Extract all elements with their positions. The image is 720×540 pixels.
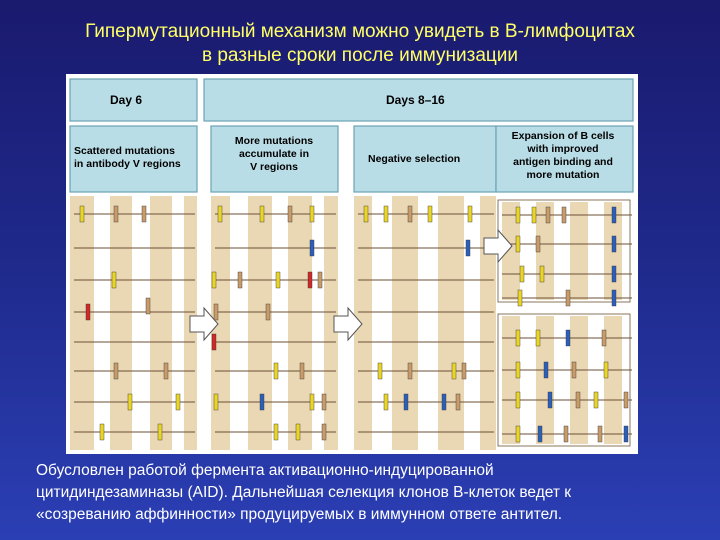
- title-line-2: в разные сроки после иммунизации: [201, 45, 519, 66]
- mutation-mark-74: [624, 392, 628, 408]
- mutation-mark-16: [310, 240, 314, 256]
- mutation-mark-47: [384, 394, 388, 410]
- mutation-mark-32: [274, 424, 278, 440]
- mutation-mark-75: [516, 426, 520, 442]
- mutation-mark-1: [114, 206, 118, 222]
- mutation-mark-59: [518, 290, 522, 306]
- mutation-mark-26: [300, 363, 304, 379]
- mutation-mark-0: [80, 206, 84, 222]
- mutation-mark-39: [466, 240, 470, 256]
- mutation-mark-11: [158, 424, 162, 440]
- mutation-mark-19: [276, 272, 280, 288]
- mutation-mark-60: [566, 290, 570, 306]
- mutation-mark-73: [594, 392, 598, 408]
- mutation-mark-27: [214, 394, 218, 410]
- panel2-line3: V regions: [250, 161, 298, 173]
- panel4-line2: with improved: [527, 143, 599, 155]
- mutation-mark-4: [146, 298, 150, 314]
- mutation-mark-28: [260, 394, 264, 410]
- mutation-mark-2: [142, 206, 146, 222]
- mutation-mark-13: [260, 206, 264, 222]
- mutation-mark-23: [266, 304, 270, 320]
- mutation-mark-24: [212, 334, 216, 350]
- mutation-mark-44: [404, 394, 408, 410]
- mutation-mark-50: [546, 207, 550, 223]
- mutation-mark-3: [112, 272, 116, 288]
- title-line-1: Гипермутационный механизм можно увидеть в В-лимфоцитах: [85, 21, 635, 42]
- mutation-mark-15: [310, 206, 314, 222]
- stripe-0-0: [70, 196, 94, 450]
- mutation-mark-37: [428, 206, 432, 222]
- caption-line-3: «созреванию аффинности» продуцируемых в иммунном ответе антител.: [36, 506, 563, 523]
- figure-canvas: [66, 74, 638, 454]
- mutation-mark-43: [462, 363, 466, 379]
- mutation-mark-46: [456, 394, 460, 410]
- mutation-mark-17: [212, 272, 216, 288]
- mutation-mark-38: [468, 206, 472, 222]
- stripe-1-2: [288, 196, 312, 450]
- mutation-mark-62: [516, 330, 520, 346]
- panel2-line1: More mutations: [234, 135, 314, 147]
- mutation-mark-55: [612, 236, 616, 252]
- panel2-line2: accumulate in: [238, 148, 310, 160]
- caption: [36, 460, 696, 526]
- stripe-2-3: [480, 196, 496, 450]
- mutation-mark-20: [308, 272, 312, 288]
- mutation-mark-76: [538, 426, 542, 442]
- mutation-mark-77: [564, 426, 568, 442]
- mutation-mark-52: [612, 207, 616, 223]
- mutation-mark-10: [100, 424, 104, 440]
- mutation-mark-34: [364, 206, 368, 222]
- panel1-line1: Scattered mutations: [74, 145, 175, 157]
- header-day6: Day 6: [110, 93, 143, 107]
- mutation-mark-54: [536, 236, 540, 252]
- mutation-mark-36: [408, 206, 412, 222]
- mutation-mark-66: [516, 362, 520, 378]
- mutation-mark-6: [114, 363, 118, 379]
- caption-line-1: Обусловлен работой фермента активационно-индуцированной: [36, 462, 494, 479]
- mutation-mark-12: [218, 206, 222, 222]
- mutation-mark-45: [442, 394, 446, 410]
- mutation-mark-8: [128, 394, 132, 410]
- mutation-mark-64: [566, 330, 570, 346]
- caption-line-2: цитидиндезаминазы (AID). Дальнейшая селекция клонов B-клеток ведет к: [36, 484, 572, 501]
- hypermutation-figure: [66, 74, 638, 454]
- mutation-mark-30: [322, 394, 326, 410]
- mutation-mark-53: [516, 236, 520, 252]
- panel4-line1: Expansion of B cells: [511, 130, 615, 142]
- mutation-mark-31: [296, 424, 300, 440]
- mutation-mark-67: [544, 362, 548, 378]
- mutation-mark-21: [318, 272, 322, 288]
- stripe-4-0-2: [570, 202, 588, 300]
- panel1-line2: in antibody V regions: [74, 158, 181, 170]
- panel3-line1: Negative selection: [368, 153, 461, 165]
- mutation-mark-40: [452, 363, 456, 379]
- mutation-mark-42: [408, 363, 412, 379]
- mutation-mark-69: [604, 362, 608, 378]
- mutation-mark-49: [532, 207, 536, 223]
- mutation-mark-41: [378, 363, 382, 379]
- mutation-mark-70: [516, 392, 520, 408]
- mutation-mark-56: [520, 266, 524, 282]
- stripe-2-1: [392, 196, 418, 450]
- stripe-0-1: [110, 196, 132, 450]
- mutation-mark-14: [288, 206, 292, 222]
- mutation-mark-68: [572, 362, 576, 378]
- mutation-mark-61: [612, 290, 616, 306]
- mutation-mark-22: [214, 304, 218, 320]
- stripe-0-2: [150, 196, 172, 450]
- mutation-mark-58: [612, 266, 616, 282]
- mutation-mark-65: [602, 330, 606, 346]
- stripe-4-1-3: [604, 316, 622, 444]
- header-days: Days 8–16: [386, 93, 445, 107]
- mutation-mark-63: [536, 330, 540, 346]
- stripe-1-1: [248, 196, 272, 450]
- stripe-4-1-2: [570, 316, 588, 444]
- mutation-mark-57: [540, 266, 544, 282]
- mutation-mark-9: [176, 394, 180, 410]
- mutation-mark-78: [598, 426, 602, 442]
- mutation-mark-51: [562, 207, 566, 223]
- mutation-mark-18: [238, 272, 242, 288]
- slide-title: [0, 20, 720, 68]
- panel4-line3: antigen binding and: [513, 156, 613, 168]
- mutation-mark-29: [310, 394, 314, 410]
- panel4-line4: more mutation: [526, 169, 600, 181]
- mutation-mark-5: [86, 304, 90, 320]
- mutation-mark-72: [576, 392, 580, 408]
- mutation-mark-7: [164, 363, 168, 379]
- mutation-mark-71: [548, 392, 552, 408]
- mutation-mark-35: [384, 206, 388, 222]
- mutation-mark-25: [274, 363, 278, 379]
- mutation-mark-33: [322, 424, 326, 440]
- stripe-2-2: [438, 196, 464, 450]
- mutation-mark-79: [624, 426, 628, 442]
- mutation-mark-48: [516, 207, 520, 223]
